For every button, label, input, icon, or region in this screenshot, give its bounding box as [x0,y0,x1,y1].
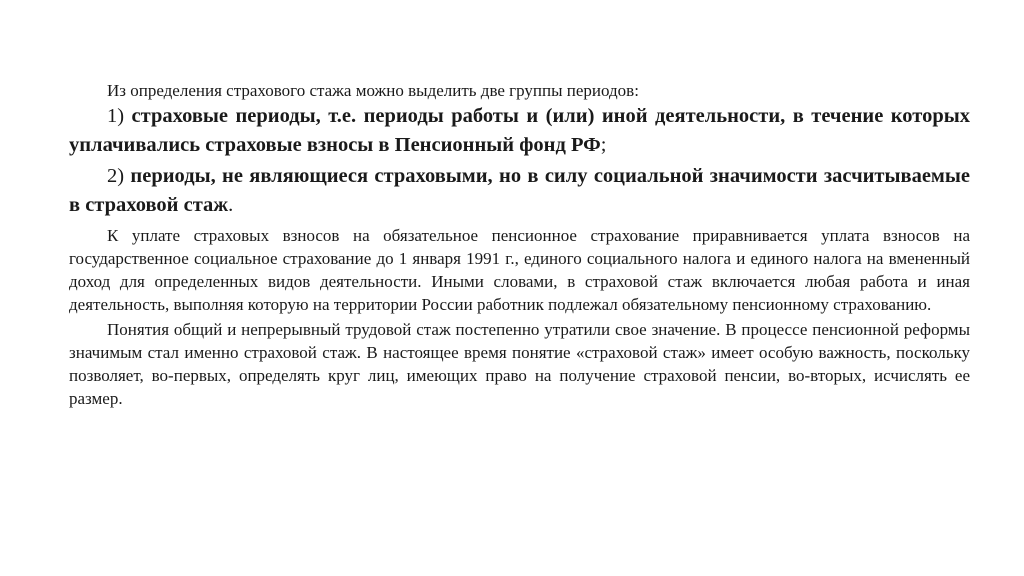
list-item-2-text: периоды, не являющиеся страховыми, но в силу социальной значимости засчитываемые в страховой стаж [69,165,970,216]
list-item-1-number: 1) [107,105,132,127]
list-item-2-tail: . [228,194,234,216]
list-item-1-text: страховые периоды, т.е. периоды работы и (или) иной деятельности, в течение которых уплачивались страховые взносы в Пенсионный фонд РФ [69,105,970,156]
list-item-1 [69,102,970,160]
list-item-2 [69,162,970,220]
list-item-1-tail: ; [600,134,607,156]
paragraph-insurance-length: Понятия общий и непрерывный трудовой стаж постепенно утратили свое значение. В процессе пенсионной реформы значимым стал именно страховой стаж. В настоящее время понятие «страховой стаж» имеет особую важность, поскольку позволяет, во-первых, определять круг лиц, имеющих право на получение страховой пенсии, во-вторых, исчислять ее размер. [69,320,970,408]
slide-content [69,80,970,410]
intro-text: Из определения страхового стажа можно выделить две группы периодов: [107,81,639,100]
list-item-2-number: 2) [107,165,131,187]
paragraph-contributions: К уплате страховых взносов на обязательное пенсионное страхование приравнивается уплата взносов на государственное социальное страхование до 1 января 1991 г., единого социального налога и единого налога на вмененный доход для определенных видов деятельности. Иными словами, в страховой стаж включается любая работа и иная деятельность, выполняя которую на территории России работник подлежал обязательному пенсионному страхованию. [69,226,970,314]
